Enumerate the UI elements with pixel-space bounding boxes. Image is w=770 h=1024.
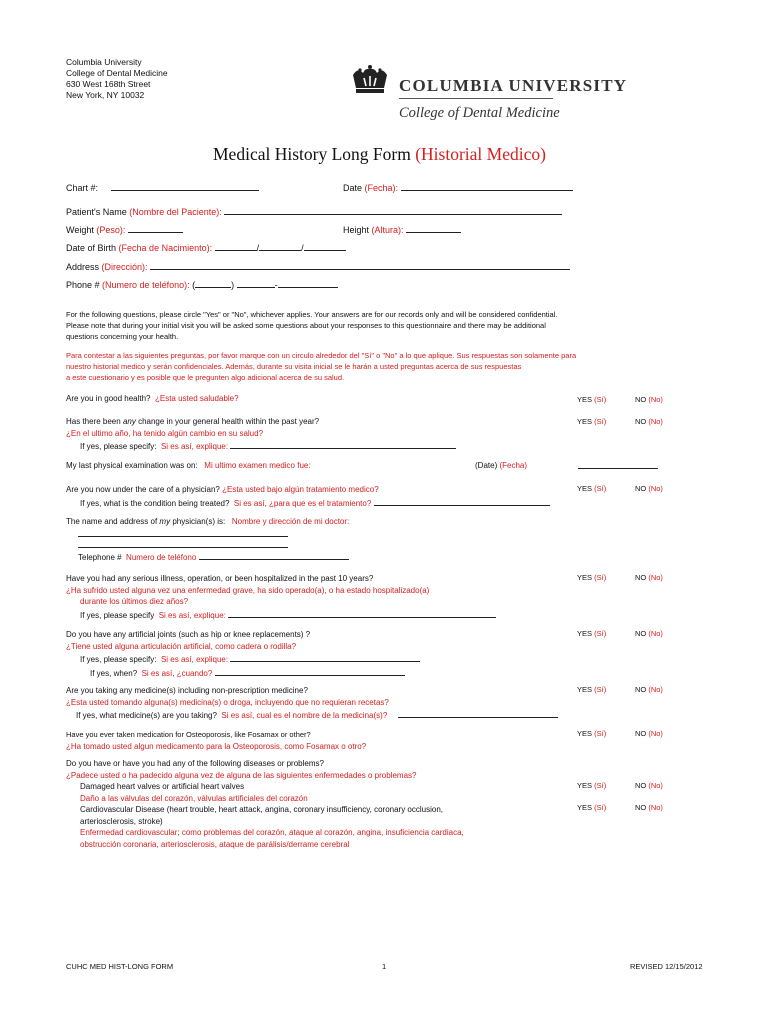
no-label-es: (No) (648, 417, 663, 426)
phone-paren: ( (192, 280, 196, 290)
yes-label: YES (577, 781, 593, 790)
question-last-exam (66, 461, 311, 470)
address-line: 630 West 168th Street (66, 79, 151, 89)
yes-label: YES (577, 484, 593, 493)
dob-label-es: (Fecha de Nacimiento): (118, 243, 213, 253)
dob-label: Date of Birth (66, 243, 117, 253)
no-label: NO (635, 629, 647, 638)
yes-option[interactable] (577, 573, 606, 582)
instruction-line: Please note that during your initial visit you will be asked some questions about your responses to this questionnaire and there may be additional (66, 321, 546, 330)
no-option[interactable] (635, 729, 663, 738)
yes-option[interactable] (577, 629, 606, 638)
question-text-es: Nombre y dirección de mi doctor: (231, 517, 350, 526)
no-label: NO (635, 781, 647, 790)
address-label-es: (Dirección): (101, 262, 148, 272)
date-field (343, 181, 573, 193)
question-text-es: ¿Esta usted bajo algún tratamiento medico? (222, 485, 379, 494)
question-text: Are you now under the care of a physician? (66, 485, 220, 494)
phone-prefix-input[interactable] (237, 278, 275, 288)
no-label: NO (635, 729, 647, 738)
question-physician-care (66, 484, 550, 509)
weight-input[interactable] (128, 223, 183, 233)
question-artificial-joints (66, 629, 420, 679)
followup-label-es: Si es así, ¿cuando? (141, 668, 213, 678)
no-label-es: (No) (648, 484, 663, 493)
no-option[interactable] (635, 417, 663, 426)
no-label-es: (No) (648, 573, 663, 582)
dob-slash: / (301, 243, 304, 253)
date-label: Date (343, 183, 363, 193)
height-label-es: (Altura): (371, 225, 404, 235)
question-good-health (66, 394, 239, 403)
date-label: (Date) (475, 461, 498, 470)
question-osteoporosis (66, 729, 366, 752)
weight-label: Weight (66, 225, 94, 235)
yes-label-es: (Sí) (594, 417, 607, 426)
question-text: change in your general health within the past year? (138, 417, 320, 426)
dob-day-input[interactable] (256, 241, 301, 253)
joints-when-input[interactable] (215, 666, 405, 676)
no-label: NO (635, 484, 647, 493)
yes-option[interactable] (577, 417, 606, 426)
followup-label: If yes, please specify (80, 610, 155, 620)
question-text-es: Mi ultimo examen medico fue: (204, 461, 311, 470)
no-option[interactable] (635, 685, 663, 694)
question-medicines (66, 685, 558, 722)
instruction-line: Para contestar a las siguientes preguntas, por favor marque con un circulo alrededor del "Sí" o "No" a lo que aplique. Sus respuestas son solamente para (66, 351, 577, 360)
yes-option[interactable] (577, 395, 606, 404)
question-physician-address (66, 517, 349, 526)
yes-label-es: (Sí) (594, 729, 607, 738)
yes-option[interactable] (577, 781, 606, 790)
yes-label: YES (577, 629, 593, 638)
question-text: Are you taking any medicine(s) including non-prescription medicine? (66, 686, 308, 695)
disease-item: arteriosclerosis, stroke) (80, 816, 163, 826)
followup-label: If yes, when? (90, 668, 138, 678)
question-text-es: ¿Tiene usted alguna articulación artificial, como cadera o rodilla? (66, 641, 297, 651)
no-label-es: (No) (648, 803, 663, 812)
question-text-es: durante los últimos diez años? (80, 597, 189, 606)
chart-input[interactable] (111, 181, 259, 191)
question-health-change (66, 416, 456, 453)
question-text-es: ¿Ha tomado usted algun medicamento para la Osteoporosis, como Fosamax o otro? (66, 741, 367, 751)
page-title (213, 144, 546, 165)
illness-input[interactable] (228, 608, 496, 618)
instruction-line: nuestro historial medico y serán confidenciales. Además, durante su visita inicial se le harán a usted preguntas acerca de sus respuestas (66, 362, 522, 371)
disease-item-es: Enfermedad cardiovascular; como problemas del corazón, ataque al corazón, angina, insuficiencia cardiaca, (80, 828, 464, 837)
yes-label-es: (Sí) (594, 685, 607, 694)
question-text-es: ¿Esta usted tomando alguna(s) medicina(s) o droga, incluyendo que no requieran recetas? (66, 697, 389, 707)
question-text: Have you ever taken medication for Osteoporosis, like Fosamax or other? (66, 730, 311, 739)
question-text: Have you had any serious illness, operation, or been hospitalized in the past 10 years? (66, 574, 374, 583)
instruction-line: questions concerning your health. (66, 332, 179, 341)
no-label-es: (No) (648, 781, 663, 790)
question-text: physician(s) is: (172, 517, 226, 526)
no-option[interactable] (635, 573, 663, 582)
no-option[interactable] (635, 629, 663, 638)
phone-paren: ) (231, 280, 235, 290)
joints-input[interactable] (230, 652, 420, 662)
yes-label: YES (577, 803, 593, 812)
date-label-es: (Fecha): (364, 183, 399, 193)
yes-label: YES (577, 573, 593, 582)
address-input[interactable] (150, 260, 570, 270)
followup-label-es: Si es así, cual es el nombre de la medicina(s)? (221, 711, 388, 720)
followup-label-es: Si es así, explique: (160, 442, 229, 451)
phone-number-input[interactable] (278, 278, 338, 288)
yes-label-es: (Sí) (594, 484, 607, 493)
yes-label: YES (577, 417, 593, 426)
address-line: New York, NY 10032 (66, 90, 145, 100)
no-label: NO (635, 685, 647, 694)
yes-label-es: (Sí) (594, 803, 607, 812)
no-label-es: (No) (648, 395, 663, 404)
followup-label: If yes, what is the condition being treated? (80, 498, 230, 508)
yes-label-es: (Sí) (594, 781, 607, 790)
question-text: Has there been (66, 417, 121, 426)
question-text: My last physical examination was on: (66, 461, 198, 470)
followup-label: If yes, please specify: (80, 442, 157, 451)
address-block (66, 57, 168, 101)
logo-university-name: COLUMBIA UNIVERSITY (399, 76, 628, 95)
no-label: NO (635, 417, 647, 426)
dob-year-input[interactable] (304, 241, 346, 251)
followup-label: If yes, what medicine(s) are you taking? (76, 711, 217, 720)
disease-item: Cardiovascular Disease (heart trouble, heart attack, angina, coronary insufficiency, coronary occlusion, (80, 805, 443, 814)
title-spanish: (Historial Medico) (415, 144, 546, 164)
patient-name-input[interactable] (224, 205, 562, 215)
no-option[interactable] (635, 395, 663, 404)
last-exam-date-label (475, 461, 527, 470)
question-text-es: ¿Ha sufrido usted alguna vez una enfermedad grave, ha sido operado(a), o ha estado hospitalizado(a) (66, 585, 430, 595)
question-text-emphasis: any (122, 417, 136, 426)
yes-option[interactable] (577, 685, 606, 694)
condition-input[interactable] (374, 496, 550, 506)
patient-name-field (66, 205, 562, 217)
title-main: Medical History Long Form (213, 144, 411, 164)
no-option[interactable] (635, 803, 663, 812)
address-line: Columbia University (66, 57, 142, 67)
yes-label-es: (Sí) (594, 395, 607, 404)
instructions-es (66, 350, 576, 383)
no-label: NO (635, 395, 647, 404)
disease-item-es: obstrucción coronaria, arteriosclerosis, ataque de parálisis/derrame cerebral (80, 839, 350, 849)
yes-option[interactable] (577, 484, 606, 493)
footer-revised: REVISED 12/15/2012 (630, 962, 703, 971)
yes-option[interactable] (577, 803, 606, 812)
footer-page-number: 1 (382, 962, 387, 971)
no-label-es: (No) (648, 629, 663, 638)
height-input[interactable] (406, 223, 461, 233)
physician-address-input[interactable] (78, 547, 288, 548)
question-text-es: ¿Padece usted o ha padecido alguna vez de alguna de las siguientes enfermedades o problemas? (66, 770, 417, 780)
question-text-emphasis: my (159, 517, 171, 526)
instructions-en (66, 309, 557, 342)
logo-college-name: College of Dental Medicine (399, 105, 560, 121)
height-field (343, 223, 461, 235)
phone-dash: - (274, 280, 278, 290)
dob-field (66, 241, 346, 253)
no-label-es: (No) (648, 685, 663, 694)
dob-slash: / (256, 243, 260, 253)
question-text: Do you have or have you had any of the following diseases or problems? (66, 759, 324, 768)
address-label: Address (66, 262, 100, 272)
physician-address-input[interactable] (78, 536, 288, 537)
height-label: Height (343, 225, 370, 235)
phone-area-input[interactable] (195, 278, 231, 288)
no-label-es: (No) (648, 729, 663, 738)
followup-label-es: Si es así, ¿para que es el tratamiento? (233, 498, 372, 508)
weight-label-es: (Peso): (96, 225, 126, 235)
yes-option[interactable] (577, 729, 606, 738)
question-text: Do you have any artificial joints (such as hip or knee replacements) ? (66, 630, 311, 639)
date-input[interactable] (401, 181, 573, 191)
weight-field (66, 223, 183, 235)
question-serious-illness (66, 573, 496, 621)
yes-label: YES (577, 729, 593, 738)
yes-label-es: (Sí) (594, 629, 607, 638)
phone-field (66, 278, 338, 290)
phone-label: Phone # (66, 280, 100, 290)
no-option[interactable] (635, 781, 663, 790)
followup-label-es: Si es así, explique: (158, 610, 226, 620)
medicines-input[interactable] (398, 708, 558, 718)
chart-label: Chart #: (66, 183, 99, 193)
crown-logo-icon (350, 64, 390, 96)
date-label-es: (Fecha) (499, 461, 528, 470)
last-exam-date-input[interactable] (578, 468, 658, 469)
followup-label-es: Si es así, explique: (160, 655, 229, 664)
patient-name-label-es: (Nombre del Paciente): (129, 207, 222, 217)
question-diseases (66, 758, 464, 850)
followup-label: If yes, please specify: (80, 655, 157, 664)
disease-item-es: Daño a las válvulas del corazón, válvulas artificiales del corazón (80, 793, 308, 803)
dob-month-input[interactable] (215, 241, 257, 251)
phone-label-es: (Numero de teléfono): (102, 280, 190, 290)
question-text: The name and address of (66, 517, 158, 526)
chart-field (66, 181, 259, 193)
telephone-label-es: Numero de teléfono (126, 553, 197, 562)
no-option[interactable] (635, 484, 663, 493)
question-text-es: ¿Esta usted saludable? (154, 394, 239, 403)
health-change-input[interactable] (230, 439, 456, 449)
footer-form-id: CUHC MED HIST-LONG FORM (66, 962, 174, 971)
no-label: NO (635, 573, 647, 582)
telephone-label: Telephone # (78, 553, 122, 562)
instruction-line: For the following questions, please circle "Yes" or "No", whichever applies. Your answers are for our records only and will be considered confidential. (66, 310, 558, 319)
address-line: College of Dental Medicine (66, 68, 168, 78)
no-label: NO (635, 803, 647, 812)
yes-label: YES (577, 685, 593, 694)
question-text: Are you in good health? (66, 394, 151, 403)
yes-label: YES (577, 395, 593, 404)
patient-name-label: Patient's Name (66, 207, 127, 217)
logo-divider (399, 98, 553, 99)
question-text-es: ¿En el ultimo año, ha tenido algún cambio en su salud? (66, 428, 264, 438)
physician-telephone-field (78, 550, 349, 562)
yes-label-es: (Sí) (594, 573, 607, 582)
physician-telephone-input[interactable] (199, 550, 349, 560)
disease-item: Damaged heart valves or artificial heart valves (80, 782, 245, 791)
address-field (66, 260, 570, 272)
instruction-line: a este cuestionario y es posible que le pregunten algo adicional acerca de su salud. (66, 373, 345, 382)
